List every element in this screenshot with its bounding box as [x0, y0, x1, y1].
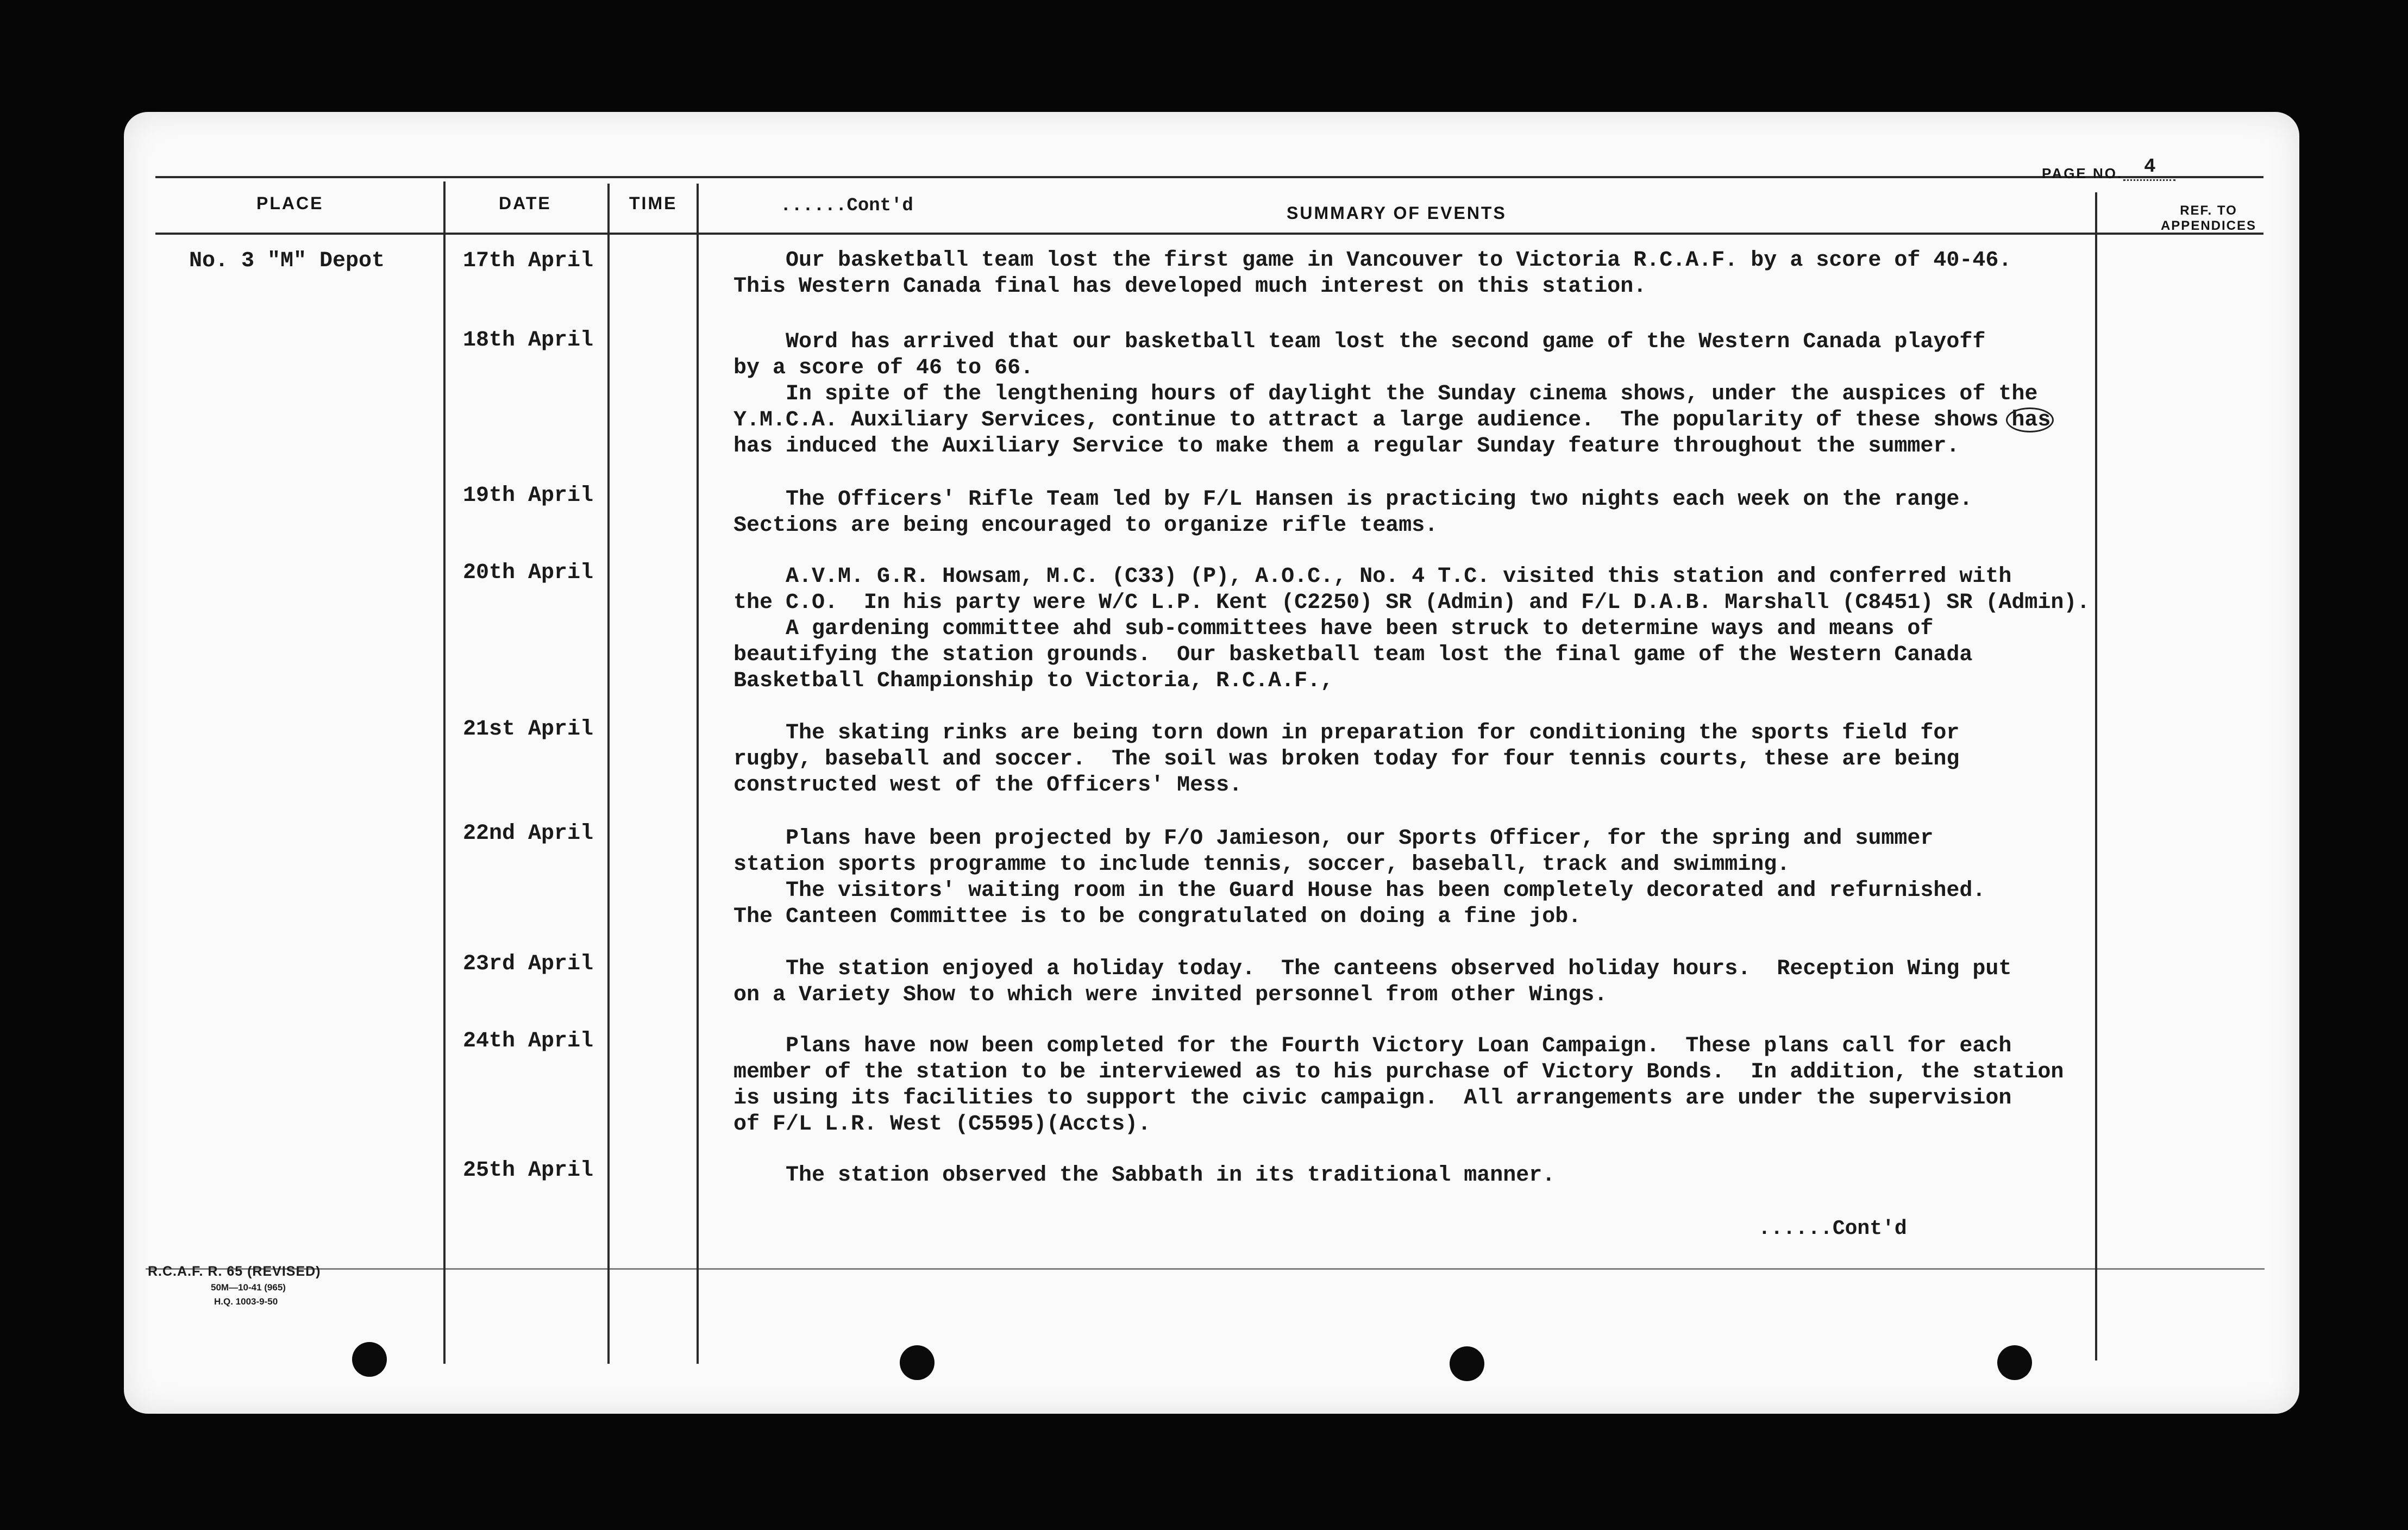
- entry-date-19: 19th April: [463, 484, 594, 508]
- page-no-value: 4: [2144, 155, 2156, 178]
- column-header-place: PLACE: [256, 193, 324, 213]
- form-print-code: 50M—10-41 (965): [211, 1282, 286, 1293]
- footer-rule: [146, 1268, 2265, 1270]
- divider-place-date: [443, 181, 446, 1364]
- diary-form-page: [124, 112, 2299, 1414]
- entry-date-22: 22nd April: [463, 822, 594, 846]
- divider-summary-ref: [2095, 192, 2097, 1360]
- circled-has-mark: [2006, 407, 2054, 432]
- entry-line: Plans have been projected by F/O Jamieson, our Sports Officer, for the spring and summer: [733, 826, 1934, 851]
- entry-line: by a score of 46 to 66.: [733, 356, 1034, 380]
- entry-line: A gardening committee ahd sub-committees have been struck to determine ways and means of: [733, 617, 1934, 641]
- contd-header: ......Cont'd: [780, 196, 913, 216]
- page-no-label: PAGE NO.: [2042, 165, 2123, 181]
- entry-20-april: [733, 564, 2090, 694]
- entry-date-25: 25th April: [463, 1158, 594, 1183]
- entry-date-24: 24th April: [463, 1029, 594, 1054]
- entry-date-17: 17th April: [463, 249, 594, 273]
- entry-line: Y.M.C.A. Auxiliary Services, continue to attract a large audience. The popularity of these shows has: [733, 408, 2051, 432]
- header-top-rule: [155, 176, 2263, 178]
- entry-date-18: 18th April: [463, 328, 594, 353]
- entry-line: has induced the Auxiliary Service to make them a regular Sunday feature throughout the summer.: [733, 434, 1960, 459]
- entry-line: The skating rinks are being torn down in preparation for conditioning the sports field for: [733, 721, 1960, 745]
- entry-line: The visitors' waiting room in the Guard House has been completely decorated and refurnished.: [733, 879, 1986, 903]
- entry-line: A.V.M. G.R. Howsam, M.C. (C33) (P), A.O.C., No. 4 T.C. visited this station and conferred with: [733, 565, 2012, 589]
- entry-19-april: [733, 487, 1972, 539]
- entry-line: is using its facilities to support the civic campaign. All arrangements are under the supervision: [733, 1086, 2012, 1111]
- form-hq-code: H.Q. 1003-9-50: [214, 1296, 278, 1307]
- entry-24-april: [733, 1033, 2064, 1138]
- header-bottom-rule: [155, 233, 2263, 235]
- entry-line: of F/L L.R. West (C5595)(Accts).: [733, 1112, 1151, 1137]
- entry-line: Our basketball team lost the first game in Vancouver to Victoria R.C.A.F. by a score of 40-46.: [733, 248, 2012, 273]
- entry-line: Plans have now been completed for the Fourth Victory Loan Campaign. These plans call for each: [733, 1034, 2012, 1058]
- entry-line: rugby, baseball and soccer. The soil was broken today for four tennis courts, these are being: [733, 747, 1960, 772]
- entry-line: Sections are being encouraged to organize rifle teams.: [733, 513, 1438, 538]
- entry-line: The Canteen Committee is to be congratulated on doing a fine job.: [733, 905, 1582, 929]
- entry-line: Basketball Championship to Victoria, R.C.A.F.,: [733, 669, 1334, 693]
- column-header-summary: SUMMARY OF EVENTS: [1287, 203, 1507, 223]
- column-header-date: DATE: [499, 193, 551, 213]
- entry-22-april: [733, 826, 1985, 930]
- column-header-time: TIME: [629, 193, 678, 213]
- entry-date-20: 20th April: [463, 561, 594, 585]
- entry-line: The Officers' Rifle Team led by F/L Hansen is practicing two nights each week on the range.: [733, 487, 1973, 512]
- entry-line: beautifying the station grounds. Our basketball team lost the final game of the Western Canada: [733, 643, 1973, 667]
- binder-hole: [900, 1345, 935, 1380]
- page-no-underline: [2123, 179, 2175, 181]
- entry-line: on a Variety Show to which were invited personnel from other Wings.: [733, 983, 1608, 1007]
- form-id: R.C.A.F. R. 65 (REVISED): [148, 1264, 321, 1279]
- binder-hole: [1997, 1345, 2032, 1380]
- divider-time-summary: [697, 184, 699, 1364]
- entry-line: This Western Canada final has developed much interest on this station.: [733, 274, 1647, 299]
- entry-line: In spite of the lengthening hours of daylight the Sunday cinema shows, under the auspices of the: [733, 382, 2038, 406]
- divider-date-time: [607, 184, 610, 1364]
- entry-21-april: [733, 720, 1959, 799]
- binder-hole: [352, 1342, 387, 1377]
- contd-footer: ......Cont'd: [1758, 1217, 1907, 1240]
- entry-date-21: 21st April: [463, 717, 594, 742]
- entry-line: The station observed the Sabbath in its traditional manner.: [733, 1163, 1556, 1188]
- entry-line: constructed west of the Officers' Mess.: [733, 773, 1243, 798]
- entry-line: The station enjoyed a holiday today. The canteens observed holiday hours. Reception Wing put: [733, 957, 2012, 981]
- entry-date-23: 23rd April: [463, 952, 594, 976]
- entry-line: member of the station to be interviewed as to his purchase of Victory Bonds. In addition, the station: [733, 1060, 2064, 1084]
- place-name: No. 3 "M" Depot: [189, 249, 385, 273]
- binder-hole: [1450, 1346, 1484, 1381]
- column-header-ref-appendices: REF. TO APPENDICES: [2160, 203, 2257, 233]
- entry-23-april: [733, 956, 2011, 1008]
- entry-17-april: [733, 248, 2011, 300]
- entry-line: the C.O. In his party were W/C L.P. Kent (C2250) SR (Admin) and F/L D.A.B. Marshall (C8451) SR (Admin).: [733, 591, 2090, 615]
- entry-25-april: [733, 1163, 1555, 1189]
- entry-line: Word has arrived that our basketball team lost the second game of the Western Canada playoff: [733, 330, 1986, 354]
- entry-18-april: [733, 329, 2050, 460]
- entry-line: station sports programme to include tennis, soccer, baseball, track and swimming.: [733, 852, 1790, 877]
